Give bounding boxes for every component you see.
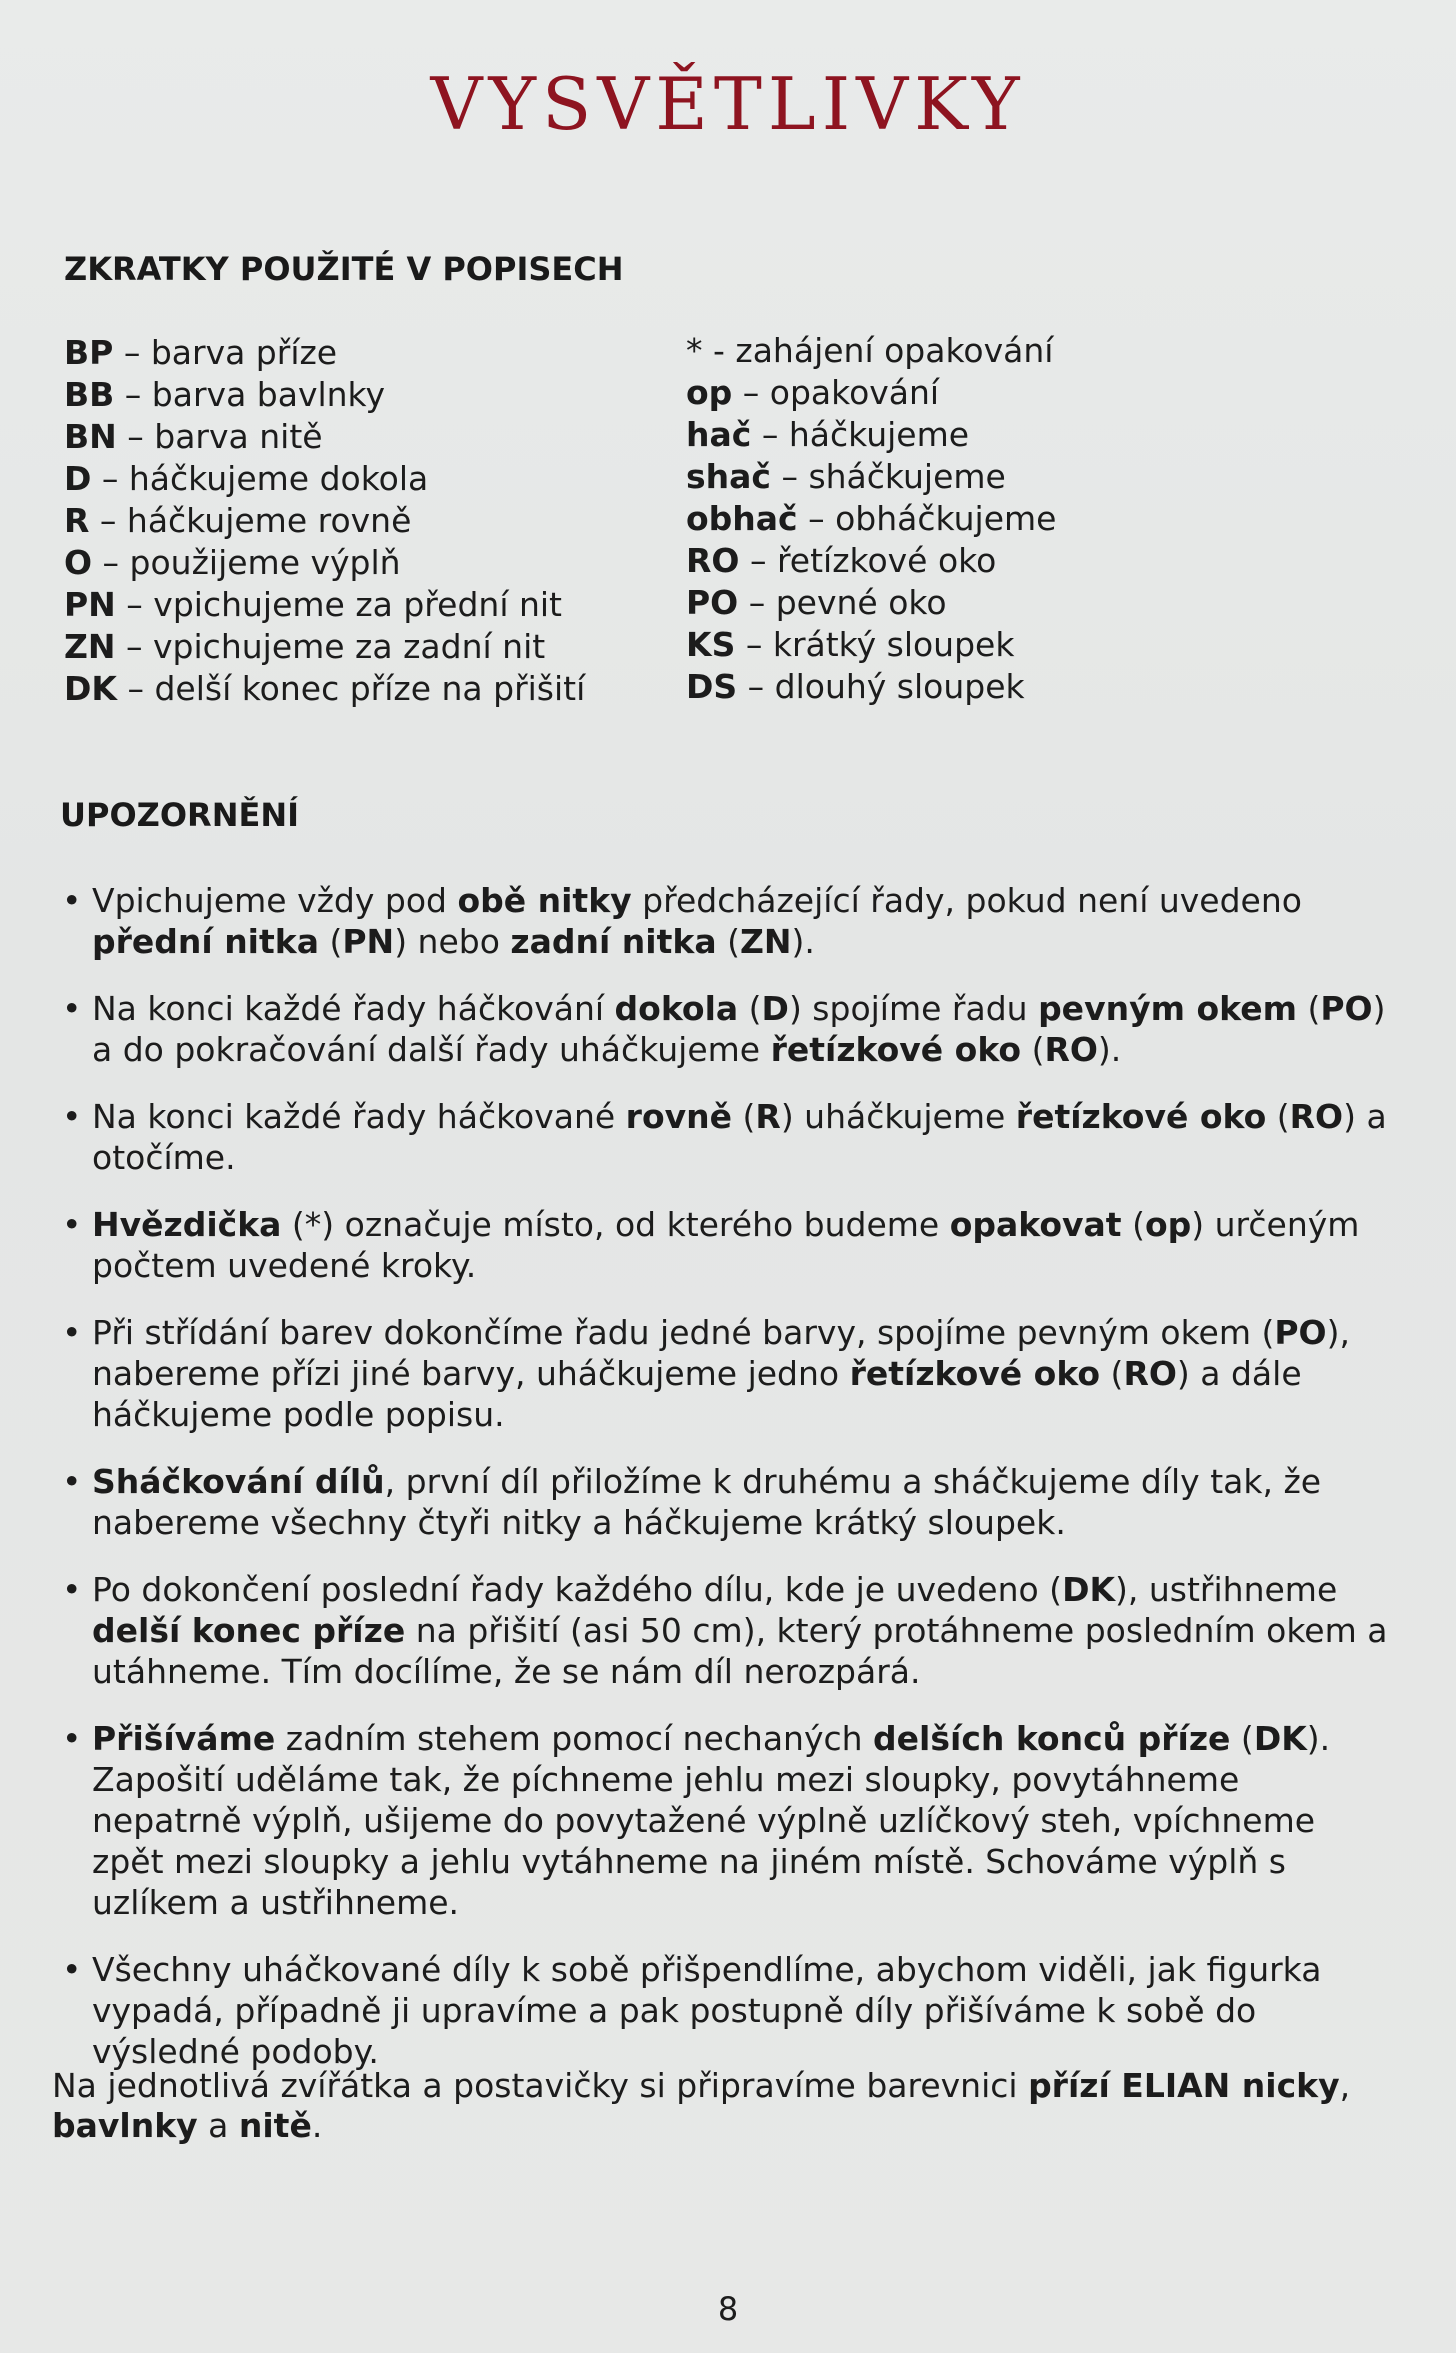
text-run: ( [716, 922, 740, 961]
text-run: ), nabereme přízi jiné barvy, uháčkujeme jedno [92, 1313, 1350, 1393]
bold-text: opakovat [949, 1205, 1122, 1244]
text-run: ( [1021, 1030, 1045, 1069]
abbreviation-row [686, 372, 1056, 414]
abbreviation-separator: – [738, 583, 776, 622]
abbreviation-row [686, 624, 1056, 666]
abbreviation-row [64, 500, 585, 542]
bold-text: ZN [739, 922, 792, 961]
notice-item [62, 988, 1392, 1070]
abbreviation-code: KS [686, 625, 736, 664]
text-run: Při střídání barev dokončíme řadu jedné barvy, spojíme pevným okem ( [92, 1313, 1275, 1352]
abbreviation-code: DK [64, 669, 117, 708]
abbreviation-row [686, 498, 1056, 540]
bold-text: RO [1289, 1097, 1344, 1136]
text-run: předcházející řady, pokud není uvedeno [631, 881, 1302, 920]
abbreviation-row [686, 414, 1056, 456]
text-run: Všechny uháčkované díly k sobě přišpendlíme, abychom viděli, jak figurka vypadá, případně ji upravíme a pak postupně díly přišíváme k sobě do výsledné podoby. [92, 1950, 1322, 2071]
text-run: ) a dále háčkujeme podle popisu. [92, 1354, 1302, 1434]
abbreviation-separator: – [732, 373, 770, 412]
abbreviation-code: BN [64, 417, 117, 456]
bold-text: Hvězdička [92, 1205, 282, 1244]
text-run: Na konci každé řady háčkování [92, 989, 615, 1028]
text-run: Vpichujeme vždy pod [92, 881, 458, 920]
abbreviation-meaning: delší konec příze na přišití [154, 669, 586, 708]
text-run: ) určeným počtem uvedené kroky. [92, 1205, 1360, 1285]
abbreviation-code: RO [686, 541, 740, 580]
abbreviation-meaning: háčkujeme [788, 415, 970, 454]
final-note [52, 2066, 1402, 2146]
abbreviation-code: op [686, 373, 733, 412]
abbreviation-meaning: sháčkujeme [808, 457, 1006, 496]
abbreviation-meaning: háčkujeme rovně [126, 501, 412, 540]
notices-list [62, 880, 1392, 2098]
text-run: a [197, 2106, 239, 2145]
notice-item [62, 1096, 1392, 1178]
abbreviations-heading: ZKRATKY POUŽITÉ V POPISECH [64, 250, 624, 288]
page-title: VYSVĚTLIVKY [430, 62, 1026, 146]
text-run: , [1339, 2066, 1351, 2105]
bold-text: op [1144, 1205, 1192, 1244]
abbreviation-separator: – [89, 501, 127, 540]
bold-text: bavlnky [52, 2106, 198, 2145]
abbreviation-row [64, 416, 585, 458]
text-run: ). [1097, 1030, 1122, 1069]
abbreviation-meaning: obháčkujeme [835, 499, 1057, 538]
bold-text: přední nitka [92, 922, 319, 961]
abbreviation-separator: – [797, 499, 836, 538]
abbreviation-code: obhač [686, 499, 798, 538]
text-run: ( [1100, 1354, 1124, 1393]
text-run: ). Zapošití uděláme tak, že píchneme jehlu mezi sloupky, povytáhneme nepatrně výplň, ušijeme do povytažené výplně uzlíčkový steh, vpíchneme zpět mezi sloupky a jehlu vytáhneme na jiném místě. Schováme výplň s uzlíkem a ustřihneme. [92, 1719, 1331, 1922]
abbreviation-separator: – [115, 627, 154, 666]
text-run: (*) označuje místo, od kterého budeme [281, 1205, 950, 1244]
abbreviation-separator: – [737, 667, 775, 706]
abbreviation-meaning: řetízkové oko [776, 541, 997, 580]
abbreviation-row [64, 374, 585, 416]
abbreviation-code: D [64, 459, 92, 498]
abbreviation-separator: – [92, 543, 130, 582]
text-run: zadním stehem pomocí nechaných [275, 1719, 874, 1758]
abbreviation-meaning: krátký sloupek [772, 625, 1015, 664]
text-run: ), ustřihneme [1115, 1570, 1338, 1609]
bold-text: rovně [625, 1097, 733, 1136]
abbreviation-meaning: dlouhý sloupek [774, 667, 1025, 706]
bold-text: PO [1274, 1313, 1327, 1352]
bold-text: PO [1320, 989, 1373, 1028]
bold-text: DK [1062, 1570, 1116, 1609]
abbreviation-separator: – [751, 415, 789, 454]
abbreviation-separator: – [113, 333, 151, 372]
text-run: ( [1230, 1719, 1254, 1758]
text-run: na přišití (asi 50 cm), který protáhneme posledním okem a utáhneme. Tím docílíme, že se nám díl nerozpárá. [92, 1611, 1388, 1691]
abbreviation-row [64, 668, 585, 710]
notice-item [62, 1461, 1392, 1543]
abbreviation-code: BB [64, 375, 115, 414]
bold-text: DK [1253, 1719, 1307, 1758]
abbreviation-meaning: vpichujeme za zadní nit [153, 627, 546, 666]
text-run: ( [732, 1097, 756, 1136]
abbreviation-code: ZN [64, 627, 116, 666]
abbreviations-right-column [686, 330, 1056, 708]
abbreviation-separator: – [115, 585, 154, 624]
abbreviation-meaning: použijeme výplň [129, 543, 401, 582]
abbreviation-code: DS [686, 667, 738, 706]
abbreviation-row [64, 626, 585, 668]
text-run: Na jednotlivá zvířátka a postavičky si připravíme barevnici [52, 2066, 1029, 2105]
abbreviation-row [686, 456, 1056, 498]
page-number: 8 [717, 2290, 739, 2328]
bold-text: řetízkové oko [1015, 1097, 1267, 1136]
abbreviation-row [64, 542, 585, 584]
bold-text: řetízkové oko [849, 1354, 1101, 1393]
bold-text: RO [1044, 1030, 1098, 1069]
abbreviation-code: R [64, 501, 90, 540]
abbreviation-code: O [64, 543, 93, 582]
bold-text: Přišíváme [92, 1719, 276, 1758]
abbreviation-code: shač [686, 457, 771, 496]
abbreviation-meaning: opakování [769, 373, 940, 412]
abbreviation-meaning: pevné oko [775, 583, 947, 622]
abbreviation-meaning: zahájení opakování [735, 331, 1054, 370]
abbreviation-row [64, 332, 585, 374]
bold-text: dokola [614, 989, 739, 1028]
abbreviation-code: * [686, 331, 703, 370]
bold-text: D [761, 989, 789, 1028]
abbreviation-code: PO [686, 583, 739, 622]
bold-text: PN [342, 922, 395, 961]
text-run: ) a otočíme. [92, 1097, 1387, 1177]
abbreviation-meaning: vpichujeme za přední nit [153, 585, 562, 624]
abbreviation-code: PN [64, 585, 116, 624]
text-run: ( [1121, 1205, 1145, 1244]
abbreviation-separator: – [91, 459, 129, 498]
text-run: ( [1266, 1097, 1290, 1136]
abbreviation-separator: – [770, 457, 809, 496]
abbreviation-meaning: barva nitě [154, 417, 323, 456]
abbreviation-row [686, 666, 1056, 708]
abbreviation-row [686, 582, 1056, 624]
bold-text: přízí ELIAN nicky [1028, 2066, 1340, 2105]
bold-text: zadní nitka [510, 922, 717, 961]
abbreviation-separator: - [702, 331, 736, 370]
text-run: ( [738, 989, 762, 1028]
text-run: ) uháčkujeme [780, 1097, 1016, 1136]
text-run: Na konci každé řady háčkované [92, 1097, 626, 1136]
abbreviation-row [686, 330, 1056, 372]
text-run: . [311, 2106, 323, 2145]
abbreviation-separator: – [739, 541, 777, 580]
bold-text: delších konců příze [873, 1719, 1231, 1758]
bold-text: R [755, 1097, 781, 1136]
abbreviation-code: BP [64, 333, 114, 372]
text-run: ( [1296, 989, 1321, 1028]
abbreviation-separator: – [116, 669, 155, 708]
bold-text: Sháčkování dílů [92, 1462, 385, 1501]
notice-item [62, 1204, 1392, 1286]
bold-text: RO [1123, 1354, 1177, 1393]
abbreviation-code: hač [686, 415, 752, 454]
bold-text: nitě [238, 2106, 312, 2145]
notice-item [62, 1949, 1392, 2072]
abbreviation-separator: – [116, 417, 155, 456]
text-run: ) nebo [394, 922, 511, 961]
bold-text: řetízkové oko [770, 1030, 1022, 1069]
bold-text: delší konec příze [92, 1611, 406, 1650]
text-run: , první díl přiložíme k druhému a sháčkujeme díly tak, že nabereme všechny čtyři nitky a háčkujeme krátký sloupek. [92, 1462, 1322, 1542]
abbreviation-row [64, 458, 585, 500]
notice-item [62, 1312, 1392, 1435]
abbreviation-meaning: háčkujeme dokola [128, 459, 429, 498]
abbreviations-left-column [64, 332, 585, 710]
text-run: ) spojíme řadu [788, 989, 1039, 1028]
abbreviation-separator: – [114, 375, 152, 414]
text-run: Po dokončení poslední řady každého dílu, kde je uvedeno ( [92, 1570, 1063, 1609]
notice-item [62, 1718, 1392, 1923]
notice-item [62, 880, 1392, 962]
abbreviation-row [686, 540, 1056, 582]
bold-text: obě nitky [457, 881, 632, 920]
abbreviation-row [64, 584, 585, 626]
bold-text: pevným okem [1038, 989, 1297, 1028]
text-run: ( [319, 922, 343, 961]
text-run: ) a do pokračování další řady uháčkujeme [92, 989, 1386, 1069]
text-run: ). [791, 922, 815, 961]
abbreviation-meaning: barva bavlnky [151, 375, 386, 414]
abbreviation-meaning: barva příze [150, 333, 338, 372]
notice-item [62, 1569, 1392, 1692]
abbreviation-separator: – [735, 625, 773, 664]
notices-heading: UPOZORNĚNÍ [60, 796, 300, 834]
